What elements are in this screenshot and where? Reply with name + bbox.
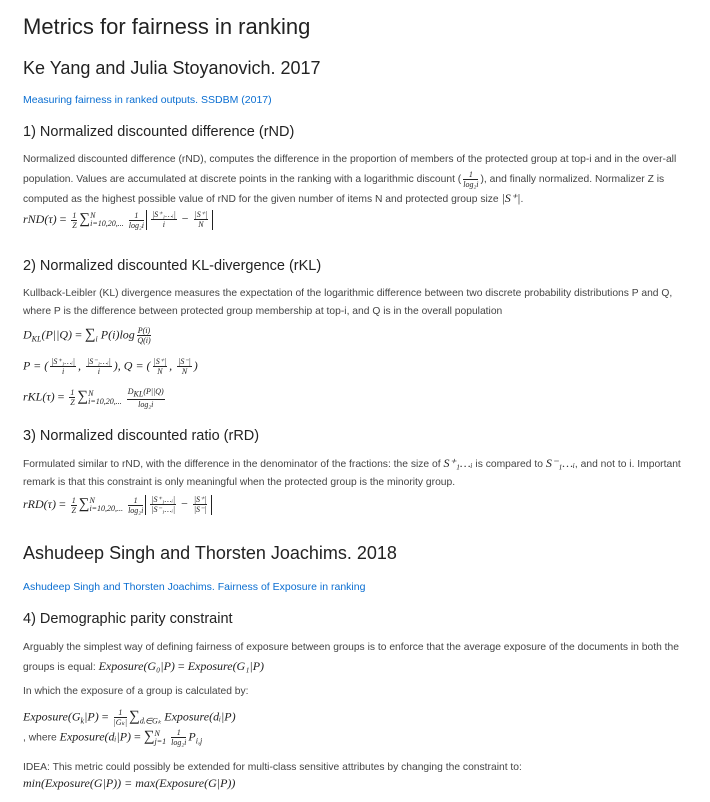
- formula-group-exposure: $Exposure(G_k|P)$ = $\frac{1}{\text{|Gₖ|}}$ $\sum_{dᵢ\in G_k}$ Exposure(dᵢ|P): [23, 708, 236, 727]
- formula-rnd: rND(τ) = $\frac{1}{Z}$ ∑ N i=10,20,... $\frac{1}{\text{log₂i}}$ $\frac{\text{|S⁺₁…ᵢ|}}{i}$ − $\frac{|S^+|}{N}$: [23, 210, 213, 230]
- formula-document-exposure: , where Exposure(dᵢ|P) = ∑ N j=1 $\frac{1}{\text{log₂i}}$ $P_{i,j}$: [23, 728, 203, 747]
- author-heading-yang: Ke Yang and Julia Stoyanovich. 2017: [23, 58, 321, 78]
- page-title: Metrics for fairness in ranking: [23, 14, 311, 39]
- heading-rnd: 1) Normalized discounted difference (rND): [23, 124, 295, 140]
- formula-p-q: P = ( $\frac{\text{|S⁺₁…ᵢ|}}{i}$ , $\frac{\text{|S⁻₁…ᵢ|}}{i}$ ), Q = ( $\frac{|S^+|}{N}$ , $\frac{|S^-|}{N}$ ): [23, 357, 198, 376]
- formula-rkl: rKL(τ) = $\frac{1}{Z}$ ∑ N i=10,20,... $D_{KL}(P||Q)$ log₂i: [23, 387, 164, 409]
- author-heading-singh: Ashudeep Singh and Thorsten Joachims. 2018: [23, 543, 397, 563]
- rrd-description: Formulated similar to rND, with the difference in the denominator of the fractions: the size of S⁺₁…ᵢ is compared to S⁻₁…ᵢ, and not to i. Important remark is that this constraint is only meaningful when the protected group is the minority group.: [23, 456, 681, 488]
- heading-rkl: 2) Normalized discounted KL-divergence (rKL): [23, 258, 322, 274]
- paper-link-singh[interactable]: Ashudeep Singh and Thorsten Joachims. Fairness of Exposure in ranking: [23, 581, 366, 593]
- formula-dkl: $D_{KL}(P||Q) = \sum_i$ P(i)log $\frac{P(i)}{Q(i)}$: [23, 326, 151, 345]
- heading-rrd: 3) Normalized discounted ratio (rRD): [23, 428, 260, 444]
- demographic-parity-description: Arguably the simplest way of defining fairness of exposure between groups is to enforce that the average exposure of the documents in both the groups is equal: Exposure(G₀|P) = Exposure(G₁|P): [23, 642, 679, 673]
- paper-link-yang[interactable]: Measuring fairness in ranked outputs. SSDBM (2017): [23, 94, 272, 106]
- formula-minmax: min(Exposure(G|P)) = max(Exposure(G|P)): [23, 776, 236, 790]
- exposure-intro: In which the exposure of a group is calculated by:: [23, 686, 249, 697]
- idea-note: IDEA: This metric could possibly be extended for multi-class sensitive attributes by changing the constraint to:: [23, 762, 522, 773]
- rnd-description: Normalized discounted difference (rND), computes the difference in the proportion of members of the protected group at top-i and in the over-all population. Values are accumulated at discrete points in the ranking with a logarithmic discount ( $\frac{1}{\text{log₂i}}$ ), and finally normalized. Normalizer Z is computed as the highest possible value of rND for the given number of items N and protected group size |S⁺|.: [23, 154, 677, 205]
- rkl-description: Kullback-Leibler (KL) divergence measures the expectation of the logarithmic difference between two discrete probability distributions P and Q, where P is the difference between protected group membership at top-i, and Q is in the overall population: [23, 288, 673, 317]
- heading-demographic-parity: 4) Demographic parity constraint: [23, 611, 233, 627]
- formula-rrd: rRD(τ) = $\frac{1}{Z}$ ∑ N i=10,20,... $\frac{1}{\text{log₂i}}$ $\frac{\text{|S⁺₁…ᵢ|}}{\text{|S⁻₁…ᵢ|}}$ − $\frac{|S^+|}{|S^-|}$: [23, 495, 212, 515]
